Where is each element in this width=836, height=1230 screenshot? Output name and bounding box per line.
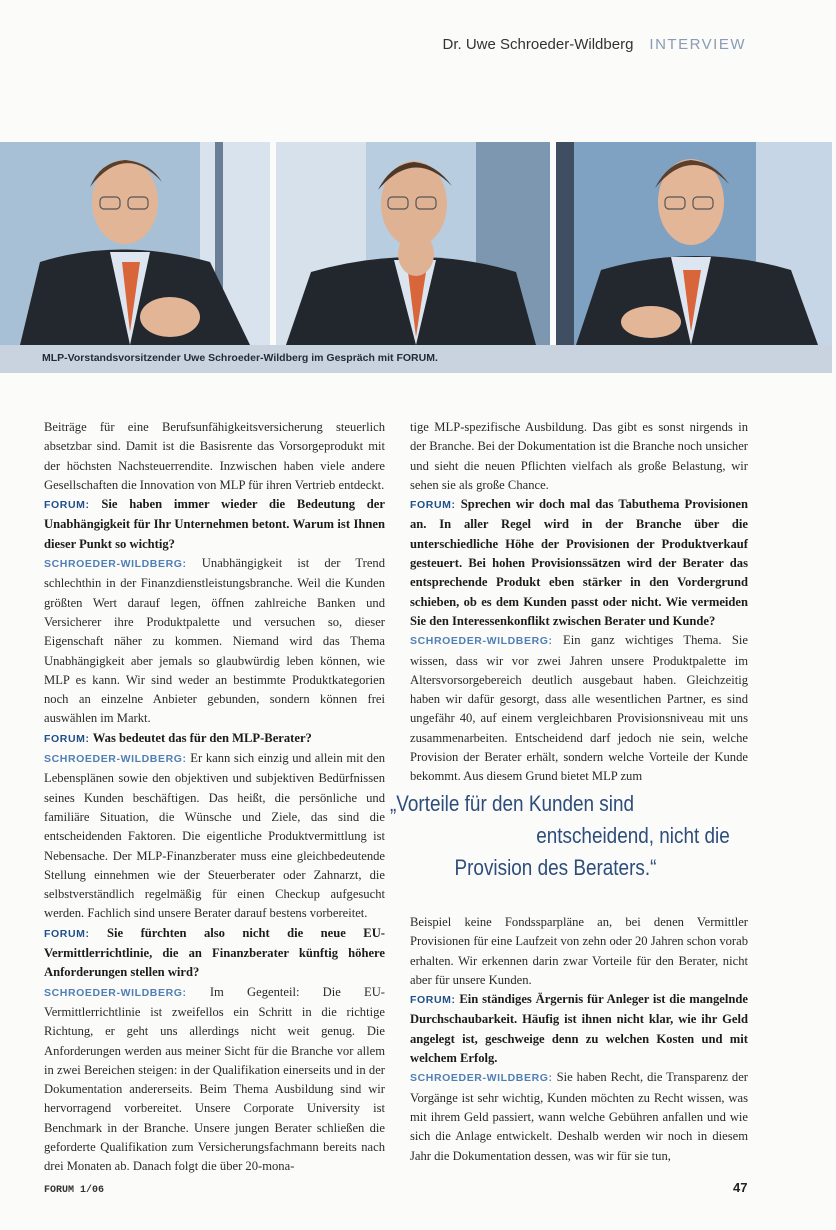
pull-quote-line-2: entscheidend, nicht die: [536, 823, 730, 848]
photo-caption: MLP-Vorstandsvorsitzender Uwe Schroeder-Wildberg im Gespräch mit FORUM.: [42, 352, 438, 364]
paragraph: tige MLP-spezifische Ausbildung. Das gibt es sonst nirgends in der Branche. Bei der Dokumentation ist die Branche noch unsicher und sieht die neuen Pflichten vielfach als große Belastung, wir sehen sie als große Chance.: [410, 420, 748, 492]
speaker-label: SCHROEDER-WILDBERG:: [44, 986, 187, 999]
forum-label: FORUM:: [44, 732, 90, 745]
question-text: Was bedeutet das für den MLP-Berater?: [92, 730, 312, 745]
answer: [44, 554, 385, 729]
page-number: 47: [733, 1180, 748, 1195]
speaker-label: SCHROEDER-WILDBERG:: [44, 753, 187, 766]
running-header: [443, 36, 746, 53]
forum-label: FORUM:: [44, 499, 90, 512]
paragraph: Beiträge für eine Berufsunfähigkeitsversicherung steuerlich absetzbar sind. Damit ist die Basisrente das Vorsorgeprodukt mit der höchsten Nachsteuerrendite. Inzwischen haben viele andere Gesellschaften die Innovation von MLP für ihren Vertrieb entdeckt.: [44, 420, 385, 492]
pull-quote-line-3: Provision des Beraters.“: [454, 855, 657, 880]
answer: [410, 631, 748, 786]
paragraph: Beispiel keine Fondssparpläne an, bei denen Vermittler Provisionen für eine Laufzeit von zehn oder 20 Jahren schon vorab erhalten. Wir erkennen darin zwar Vorteile für den Berater, nicht aber für unsere Kunden.: [410, 915, 748, 987]
question: [44, 729, 385, 749]
forum-label: FORUM:: [410, 994, 456, 1007]
interview-photo-2: [276, 142, 550, 345]
left-column: [44, 418, 385, 1177]
header-section: INTERVIEW: [649, 36, 746, 53]
question: [44, 495, 385, 554]
answer-text: Er kann sich einzig und allein mit den Lebensplänen sowie den objektiven und subjektiven Bedürfnissen seines Kunden beschäftigen. Das heißt, die persönliche und familiäre Situation, die Wünsche und Ziele, das sind die entscheidenden Faktoren. Die eigentliche Produktvermittlung ist Nebensache. Der MLP-Finanzberater muss eine gleichbedeutende Stellung einnehmen wie der Steuerberater oder Zahnarzt, die selbstverständlich regelmäßig für einen Checkup aufgesucht werden. Fachlich sind unsere Berater darauf bestens vorbereitet.: [44, 751, 385, 921]
speaker-label: SCHROEDER-WILDBERG:: [410, 1072, 553, 1085]
caption-bar: [0, 345, 832, 373]
footer-issue: FORUM 1/06: [44, 1185, 105, 1196]
header-name: Dr. Uwe Schroeder-Wildberg: [442, 36, 634, 53]
question: [410, 495, 748, 631]
interview-photo-1: [0, 142, 270, 345]
question-text: Sprechen wir doch mal das Tabuthema Provisionen an. In aller Regel wird in der Branche über die unterschiedliche Höhe der Provisionen der Produktverkauf gesteuert. Bei hohen Provisionssätzen wird der Berater das entsprechende Produkt eben stärker in den Vordergrund schieben, ob es dem Kunden passt oder nicht. Wie vermeiden Sie den Interessenkonflikt zwischen Berater und Kunde?: [410, 497, 749, 628]
interview-photo-3: [556, 142, 832, 345]
question: [410, 990, 748, 1068]
question: [44, 924, 385, 983]
photo-strip: [0, 142, 832, 345]
answer-text: Ein ganz wichtiges Thema. Sie wissen, dass wir vor zwei Jahren unsere Produktpalette im Altersvorsorgebereich deutlich ausgebaut haben. Gleichzeitig haben wir dafür gesorgt, dass alle wesentlichen Partner, es sind ungefähr 40, auf einem vergleichbaren Provisionsniveau mit uns zusammenarbeiten. Entscheidend darf jedoch nie sein, welche Provision der Berater erhält, sondern welche Vorteile der Kunde bekommt. Aus diesem Grund bietet MLP zum: [410, 633, 748, 784]
answer: [410, 1068, 748, 1165]
speaker-label: SCHROEDER-WILDBERG:: [44, 558, 187, 571]
right-column-top: [410, 418, 748, 787]
question-text: Ein ständiges Ärgernis für Anleger ist die mangelnde Durchschaubarkeit. Häufig ist ihnen nicht klar, wie ihr Geld angelegt ist, geschweige denn zu welchen Kosten und mit welchem Erfolg.: [410, 992, 748, 1066]
pull-quote-line-1: „Vorteile für den Kunden sind: [390, 791, 635, 816]
answer-text: Sie haben Recht, die Transparenz der Vorgänge ist sehr wichtig, Kunden möchten zu Recht wissen, was mit ihrem Geld passiert, wann welche Gebühren anfallen und wie sich die Anlage entwickelt. Deshalb werden wir noch in diesem Jahr die Dokumentation dessen, was wir für sie tun,: [410, 1070, 748, 1163]
question-text: Sie fürchten also nicht die neue EU-Vermittlerrichtlinie, die an Finanzberater künftig höhere Anforderungen stellen wird?: [44, 925, 385, 980]
right-column-bottom: [410, 913, 748, 1166]
forum-label: FORUM:: [410, 499, 456, 512]
answer: [44, 749, 385, 924]
pull-quote: [390, 788, 734, 884]
answer-text: Unabhängigkeit ist der Trend schlechthin in der Finanzdienstleistungsbranche. Weil die Kunden größten Wert darauf legen, öffnen zahlreiche Banken und Versicherer ihre Produktpalette und versuchen so, dieser Eigenschaft näher zu kommen. Niemand wird das Thema Unabhängigkeit aber jemals so glaubwürdig leben können, wie MLP es kann. Wir sind weder an bestimmte Produktkategorien noch an einzelne Anbieter gebunden, sondern können frei auswählen im Markt.: [44, 556, 386, 726]
question-text: Sie haben immer wieder die Bedeutung der Unabhängigkeit für Ihr Unternehmen betont. Warum ist Ihnen dieser Punkt so wichtig?: [44, 497, 385, 551]
answer: [44, 983, 385, 1177]
answer-text: Im Gegenteil: Die EU-Vermittlerrichtlinie ist zweifellos ein Schritt in die richtige Richtung, er geht uns allerdings nicht weit genug. Die Anforderungen werden aus meiner Sicht für die Branche vor allem in zwei Bereichen steigen: in der Qualifikation einerseits und in der Dokumentation andererseits. Beim Thema Ausbildung sind wir hervorragend vorbereitet. Unsere Corporate University ist Benchmark in der Branche. Unsere jungen Berater schließen die geforderte Qualifikation zum Versicherungsfachmann bereits nach drei Monaten ab. Danach folgt die über 20-mona-: [44, 984, 385, 1174]
forum-label: FORUM:: [44, 927, 90, 940]
speaker-label: SCHROEDER-WILDBERG:: [410, 635, 553, 648]
